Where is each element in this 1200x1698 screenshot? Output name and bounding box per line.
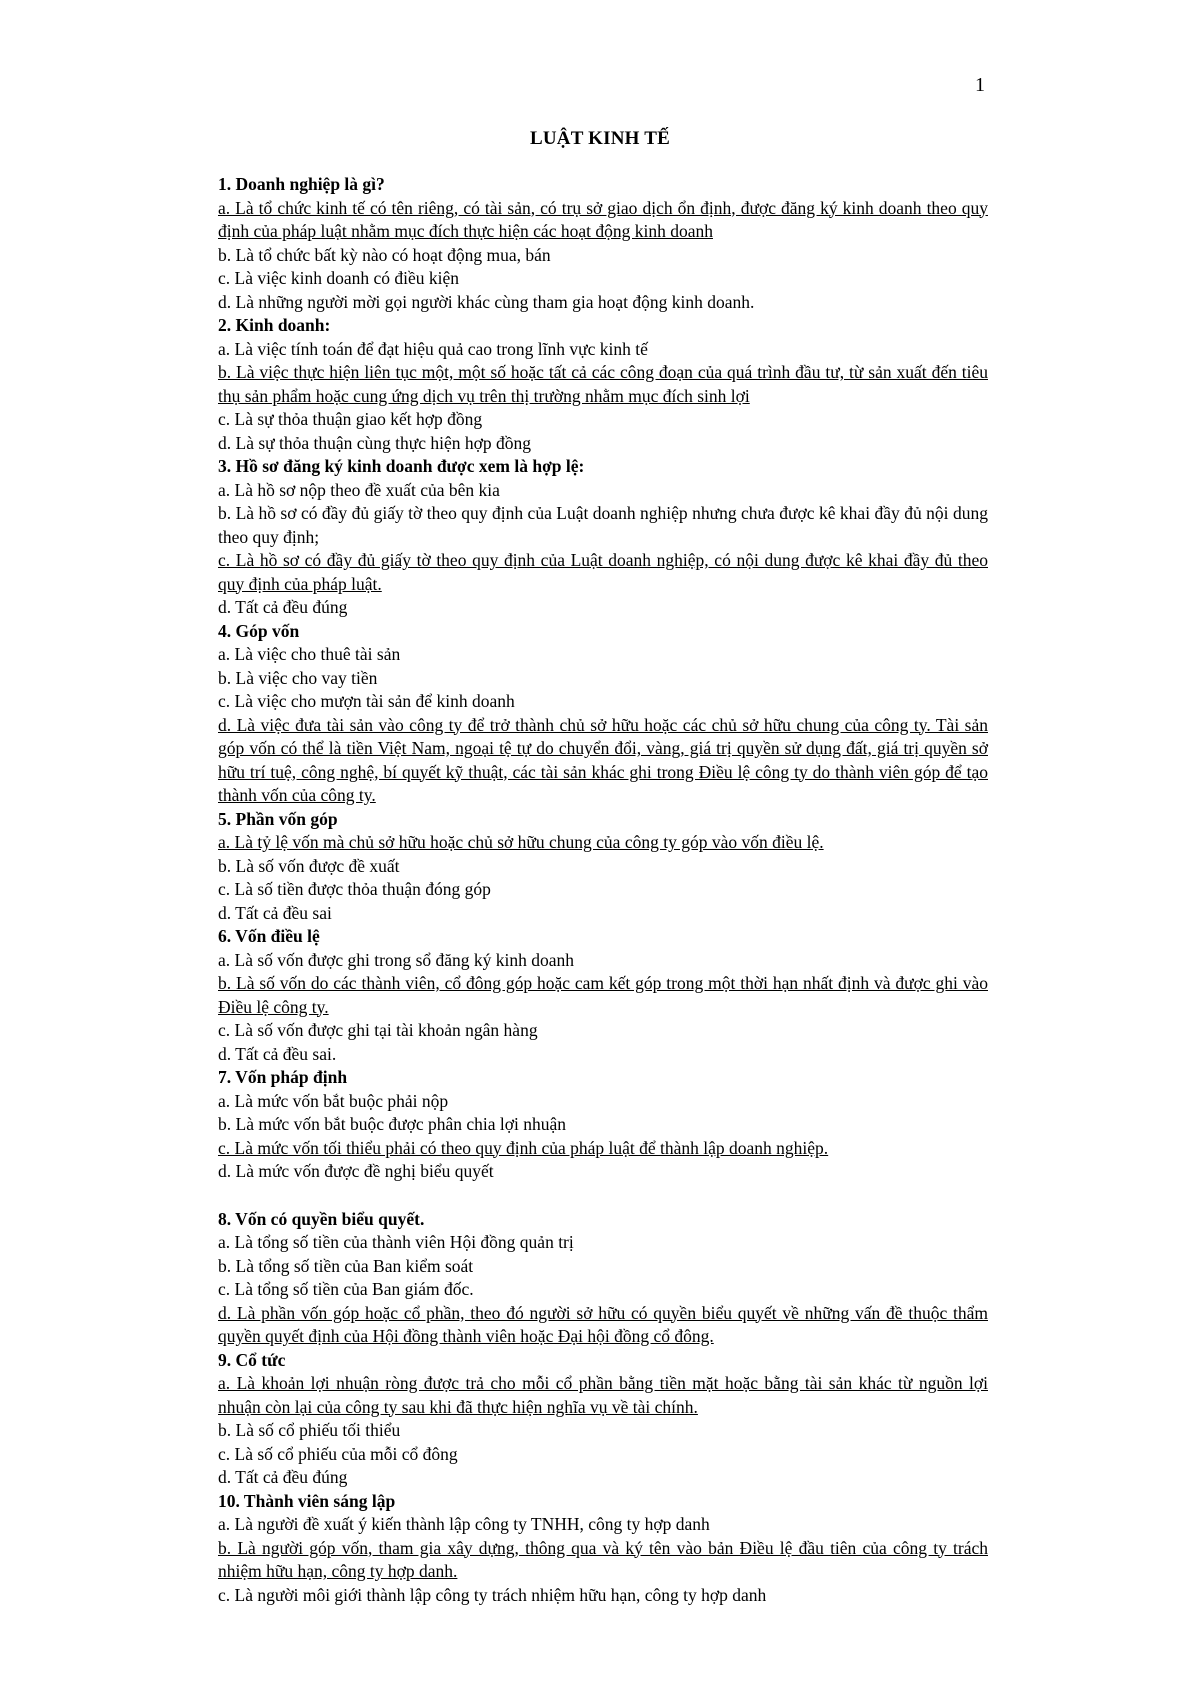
answer-option-correct: b. Là việc thực hiện liên tục một, một số hoặc tất cả các công đoạn của quá trình đầu tư, từ sản xuất đến tiêu thụ sản phẩm hoặc cung ứng dịch vụ trên thị trường nhằm mục đích sinh lợi <box>218 362 988 406</box>
page-number: 1 <box>975 74 985 96</box>
question-title: 6. Vốn điều lệ <box>218 926 320 946</box>
answer-option: b. Là việc cho vay tiền <box>218 667 378 688</box>
answer-option: b. Là hồ sơ có đầy đủ giấy tờ theo quy định của Luật doanh nghiệp nhưng chưa được kê khai đầy đủ nội dung theo quy định; <box>218 503 988 547</box>
answer-option: c. Là số tiền được thỏa thuận đóng góp <box>218 879 491 899</box>
question-block <box>218 455 988 620</box>
answer-option: d. Tất cả đều sai. <box>218 1043 337 1064</box>
question-title: 9. Cổ tức <box>218 1349 286 1370</box>
answer-option: b. Là tổ chức bất kỳ nào có hoạt động mua, bán <box>218 244 551 265</box>
answer-option: a. Là mức vốn bắt buộc phải nộp <box>218 1090 449 1111</box>
question-title: 8. Vốn có quyền biểu quyết. <box>218 1208 425 1229</box>
question-title: 10. Thành viên sáng lập <box>218 1490 396 1511</box>
answer-option: d. Là sự thỏa thuận cùng thực hiện hợp đồng <box>218 432 532 453</box>
question-block <box>218 173 988 314</box>
question-title: 4. Góp vốn <box>218 620 300 641</box>
question-block <box>218 925 988 1066</box>
answer-option-correct: d. Là phần vốn góp hoặc cổ phần, theo đó người sở hữu có quyền biểu quyết về những vấn đề thuộc thẩm quyền quyết định của Hội đồng thành viên hoặc Đại hội đồng cổ đông. <box>218 1302 988 1346</box>
answer-option: d. Tất cả đều sai <box>218 902 332 923</box>
question-title: 7. Vốn pháp định <box>218 1067 348 1087</box>
answer-option: a. Là việc cho thuê tài sản <box>218 644 401 664</box>
answer-option-correct: b. Là người góp vốn, tham gia xây dựng, thông qua và ký tên vào bản Điều lệ đầu tiên của công ty trách nhiệm hữu hạn, công ty hợp danh. <box>218 1537 988 1581</box>
answer-option: d. Tất cả đều đúng <box>218 1467 348 1487</box>
answer-option: a. Là việc tính toán để đạt hiệu quả cao trong lĩnh vực kinh tế <box>218 338 648 359</box>
question-title: 1. Doanh nghiệp là gì? <box>218 174 385 194</box>
blank-line <box>218 1184 988 1208</box>
question-title: 5. Phần vốn góp <box>218 808 338 829</box>
answer-option: c. Là sự thỏa thuận giao kết hợp đồng <box>218 409 483 429</box>
answer-option: c. Là người môi giới thành lập công ty trách nhiệm hữu hạn, công ty hợp danh <box>218 1584 767 1605</box>
answer-option-correct: d. Là việc đưa tài sản vào công ty để trở thành chủ sở hữu hoặc các chủ sở hữu chung của công ty. Tài sản góp vốn có thể là tiền Việt Nam, ngoại tệ tự do chuyển đổi, vàng, giá trị quyền sử dụng đất, giá trị quyền sở hữu trí tuệ, công nghệ, bí quyết kỹ thuật, các tài sản khác ghi trong Điều lệ công ty do thành viên góp để tạo thành vốn của công ty. <box>218 714 988 805</box>
answer-option: c. Là tổng số tiền của Ban giám đốc. <box>218 1279 474 1299</box>
question-block <box>218 1490 988 1608</box>
answer-option: b. Là tổng số tiền của Ban kiểm soát <box>218 1255 474 1276</box>
answer-option: c. Là số vốn được ghi tại tài khoản ngân hàng <box>218 1020 538 1040</box>
answer-option-correct: a. Là tỷ lệ vốn mà chủ sở hữu hoặc chủ sở hữu chung của công ty góp vào vốn điều lệ. <box>218 832 824 852</box>
answer-option: a. Là hồ sơ nộp theo đề xuất của bên kia <box>218 479 500 500</box>
answer-option: c. Là việc cho mượn tài sản để kinh doanh <box>218 691 515 711</box>
answer-option-correct: a. Là tổ chức kinh tế có tên riêng, có tài sản, có trụ sở giao dịch ổn định, được đăng ký kinh doanh theo quy định của pháp luật nhằm mục đích thực hiện các hoạt động kinh doanh <box>218 197 988 241</box>
answer-option: a. Là số vốn được ghi trong sổ đăng ký kinh doanh <box>218 949 575 970</box>
question-block <box>218 808 988 926</box>
question-block <box>218 1349 988 1490</box>
answer-option: d. Là những người mời gọi người khác cùng tham gia hoạt động kinh doanh. <box>218 291 755 312</box>
question-list <box>218 173 988 1607</box>
question-title: 3. Hồ sơ đăng ký kinh doanh được xem là hợp lệ: <box>218 456 585 476</box>
answer-option-correct: a. Là khoản lợi nhuận ròng được trả cho mỗi cổ phần bằng tiền mặt hoặc bằng tài sản khác từ nguồn lợi nhuận còn lại của công ty sau khi đã thực hiện nghĩa vụ về tài chính. <box>218 1373 988 1417</box>
document-title: LUẬT KINH TẾ <box>529 128 671 149</box>
answer-option-correct: c. Là hồ sơ có đầy đủ giấy tờ theo quy định của Luật doanh nghiệp, có nội dung được kê khai đầy đủ theo quy định của pháp luật. <box>218 550 988 594</box>
answer-option: a. Là tổng số tiền của thành viên Hội đồng quản trị <box>218 1232 574 1252</box>
answer-option: d. Tất cả đều đúng <box>218 597 348 617</box>
answer-option-correct: c. Là mức vốn tối thiểu phải có theo quy định của pháp luật để thành lập doanh nghiệp. <box>218 1137 829 1158</box>
question-block <box>218 1208 988 1349</box>
answer-option: b. Là mức vốn bắt buộc được phân chia lợi nhuận <box>218 1114 567 1134</box>
question-block <box>218 620 988 808</box>
answer-option: b. Là số vốn được đề xuất <box>218 855 400 876</box>
answer-option: d. Là mức vốn được đề nghị biểu quyết <box>218 1161 494 1181</box>
answer-option: c. Là số cổ phiếu của mỗi cổ đông <box>218 1443 458 1464</box>
answer-option: a. Là người đề xuất ý kiến thành lập công ty TNHH, công ty hợp danh <box>218 1514 710 1534</box>
answer-option: c. Là việc kinh doanh có điều kiện <box>218 268 460 288</box>
answer-option: b. Là số cổ phiếu tối thiểu <box>218 1420 401 1440</box>
question-block <box>218 1066 988 1184</box>
answer-option-correct: b. Là số vốn do các thành viên, cổ đông góp hoặc cam kết góp trong một thời hạn nhất định và được ghi vào Điều lệ công ty. <box>218 973 988 1017</box>
question-title: 2. Kinh doanh: <box>218 315 331 335</box>
question-block <box>218 314 988 455</box>
